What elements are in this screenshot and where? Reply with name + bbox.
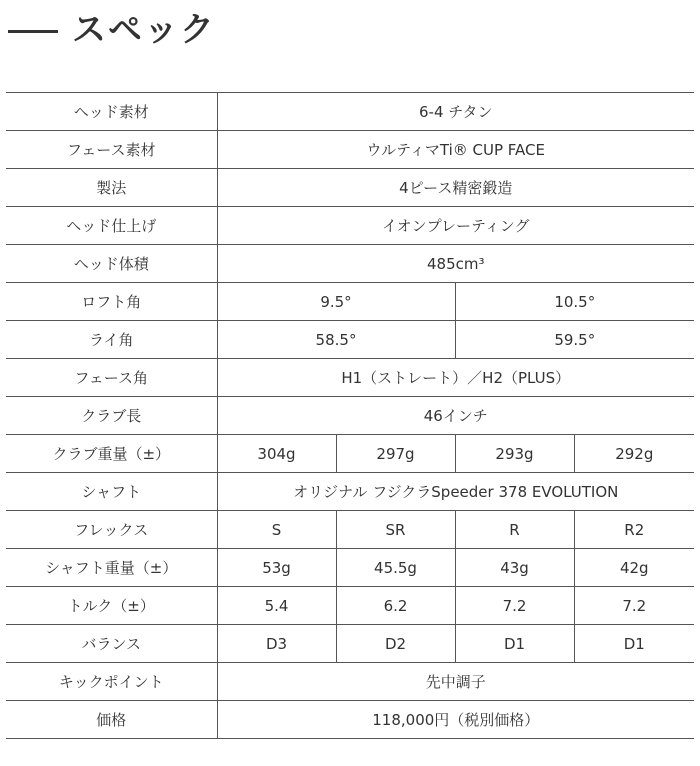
spec-row-lie-angle [6,321,694,359]
spec-label: ロフト角 [6,283,217,321]
spec-row-manufacturing [6,169,694,207]
spec-value: オリジナル フジクラSpeeder 378 EVOLUTION [217,473,694,511]
spec-value: 485cm³ [217,245,694,283]
spec-label: フレックス [6,511,217,549]
spec-row-face-angle [6,359,694,397]
spec-label: ヘッド体積 [6,245,217,283]
spec-value: H1（ストレート）／H2（PLUS） [217,359,694,397]
spec-table-body [6,93,694,739]
spec-value: 42g [574,549,694,587]
spec-label: クラブ長 [6,397,217,435]
spec-row-shaft-weight [6,549,694,587]
spec-value: 先中調子 [217,663,694,701]
spec-label: クラブ重量（±） [6,435,217,473]
spec-value: 6.2 [336,587,455,625]
spec-value: S [217,511,336,549]
spec-value: D2 [336,625,455,663]
spec-label: シャフト重量（±） [6,549,217,587]
spec-value: SR [336,511,455,549]
spec-table [6,92,694,739]
heading-rule [8,30,58,33]
spec-value: ウルティマTi® CUP FACE [217,131,694,169]
spec-value: 6-4 チタン [217,93,694,131]
spec-value: R [455,511,574,549]
spec-row-flex [6,511,694,549]
spec-row-head-volume [6,245,694,283]
spec-value: 304g [217,435,336,473]
spec-value: 59.5° [455,321,694,359]
spec-value: 58.5° [217,321,455,359]
spec-value: 7.2 [455,587,574,625]
spec-label: 製法 [6,169,217,207]
spec-label: ライ角 [6,321,217,359]
spec-value: 292g [574,435,694,473]
spec-value: 45.5g [336,549,455,587]
spec-label: キックポイント [6,663,217,701]
spec-value: 10.5° [455,283,694,321]
spec-row-kick-point [6,663,694,701]
spec-value: イオンプレーティング [217,207,694,245]
spec-row-head-material [6,93,694,131]
spec-row-club-weight [6,435,694,473]
spec-label: 価格 [6,701,217,739]
spec-value: 9.5° [217,283,455,321]
spec-label: バランス [6,625,217,663]
spec-label: ヘッド仕上げ [6,207,217,245]
spec-value: D1 [574,625,694,663]
spec-value: 7.2 [574,587,694,625]
spec-value: 293g [455,435,574,473]
spec-label: フェース素材 [6,131,217,169]
spec-value: D3 [217,625,336,663]
page-title: スペック [72,9,216,50]
spec-value: R2 [574,511,694,549]
spec-label: フェース角 [6,359,217,397]
spec-value: 4ピース精密鍛造 [217,169,694,207]
spec-value: 46インチ [217,397,694,435]
spec-row-club-length [6,397,694,435]
spec-value: 43g [455,549,574,587]
spec-row-loft-angle [6,283,694,321]
section-heading [8,2,216,50]
spec-value: D1 [455,625,574,663]
spec-label: ヘッド素材 [6,93,217,131]
spec-value: 53g [217,549,336,587]
spec-row-head-finish [6,207,694,245]
spec-row-shaft [6,473,694,511]
spec-value: 297g [336,435,455,473]
spec-row-face-material [6,131,694,169]
spec-label: トルク（±） [6,587,217,625]
spec-row-torque [6,587,694,625]
spec-row-balance [6,625,694,663]
spec-value: 118,000円（税別価格） [217,701,694,739]
spec-row-price [6,701,694,739]
spec-label: シャフト [6,473,217,511]
spec-value: 5.4 [217,587,336,625]
